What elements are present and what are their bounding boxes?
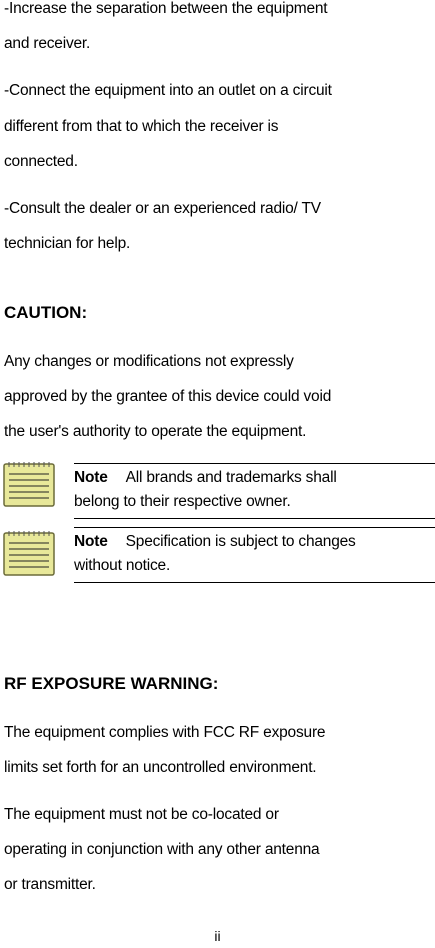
note-label: Note: [74, 469, 108, 486]
text-line: The equipment complies with FCC RF exposure: [4, 724, 326, 741]
page-number: ii: [214, 928, 221, 944]
text-line: approved by the grantee of this device could void: [4, 388, 332, 405]
note-box: [74, 527, 435, 583]
note-text: belong to their respective owner.: [74, 493, 291, 510]
text-line: connected.: [4, 153, 78, 170]
text-line: limits set forth for an uncontrolled environment.: [4, 759, 317, 776]
note-text: without notice.: [74, 557, 171, 574]
notepad-icon: [3, 460, 55, 508]
text-line: or transmitter.: [4, 876, 96, 893]
caution-heading: CAUTION:: [4, 303, 88, 322]
text-line: technician for help.: [4, 235, 131, 252]
rf-heading: RF EXPOSURE WARNING:: [4, 674, 219, 693]
note-label: Note: [74, 533, 108, 550]
notepad-icon: [3, 529, 55, 577]
text-line: different from that to which the receiver is: [4, 118, 279, 135]
text-line: -Increase the separation between the equipment: [4, 0, 328, 17]
text-line: operating in conjunction with any other antenna: [4, 841, 320, 858]
text-line: -Connect the equipment into an outlet on a circuit: [4, 82, 332, 99]
text-line: the user's authority to operate the equipment.: [4, 423, 307, 440]
text-line: -Consult the dealer or an experienced radio/ TV: [4, 200, 321, 217]
text-line: and receiver.: [4, 35, 91, 52]
note-text: Specification is subject to changes: [125, 533, 356, 550]
note-text: All brands and trademarks shall: [125, 469, 337, 486]
text-line: The equipment must not be co-located or: [4, 806, 279, 823]
text-line: Any changes or modifications not expressly: [4, 353, 294, 370]
note-box: [74, 463, 435, 519]
